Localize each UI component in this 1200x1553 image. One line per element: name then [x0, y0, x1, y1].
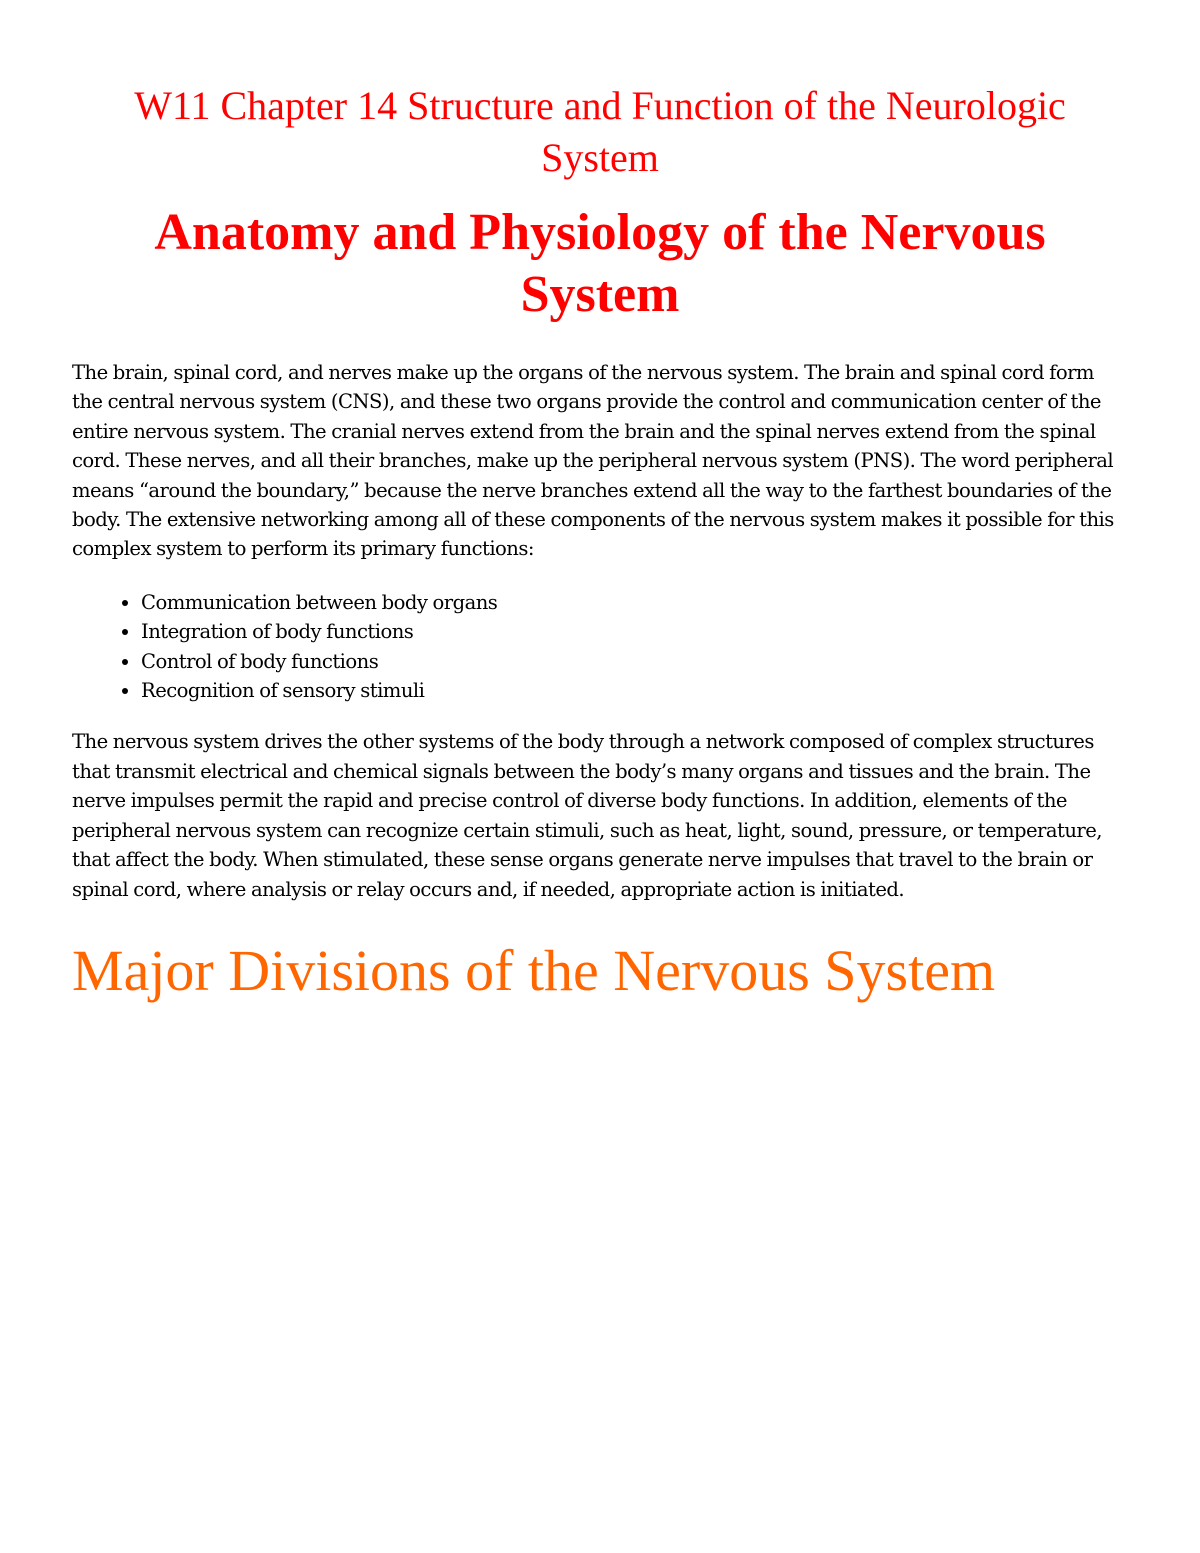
- intro-paragraph: The brain, spinal cord, and nerves make up the organs of the nervous system. The brain and spinal cord form the central nervous system (CNS), and these two organs provide the control and communication center of the entire nervous system. The cranial nerves extend from the brain and the spinal nerves extend from the spinal cord. These nerves, and all their branches, make up the peripheral nervous system (PNS). The word peripheral means “around the boundary,” because the nerve branches extend all the way to the farthest boundaries of the body. The extensive networking among all of these components of the nervous system makes it possible for this complex system to perform its primary functions:: [72, 361, 1114, 561]
- functions-list: [72, 588, 1128, 706]
- section-title: Anatomy and Physiology of the Nervous System: [154, 204, 1046, 323]
- list-item: • Control of body functions: [141, 647, 1128, 676]
- chapter-title: W11 Chapter 14 Structure and Function of the Neurologic System: [134, 83, 1066, 180]
- list-item: • Integration of body functions: [141, 617, 1128, 646]
- list-item: • Recognition of sensory stimuli: [141, 676, 1128, 705]
- major-divisions-heading: Major Divisions of the Nervous System: [72, 937, 996, 1003]
- list-item: • Communication between body organs: [141, 588, 1128, 617]
- nervous-system-paragraph: The nervous system drives the other systems of the body through a network composed of complex structures that transmit electrical and chemical signals between the body’s many organs and tissues and the brain. The nerve impulses permit the rapid and precise control of diverse body functions. In addition, elements of the peripheral nervous system can recognize certain stimuli, such as heat, light, sound, pressure, or temperature, that affect the body. When stimulated, these sense organs generate nerve impulses that travel to the brain or spinal cord, where analysis or relay occurs and, if needed, appropriate action is initiated.: [72, 730, 1102, 901]
